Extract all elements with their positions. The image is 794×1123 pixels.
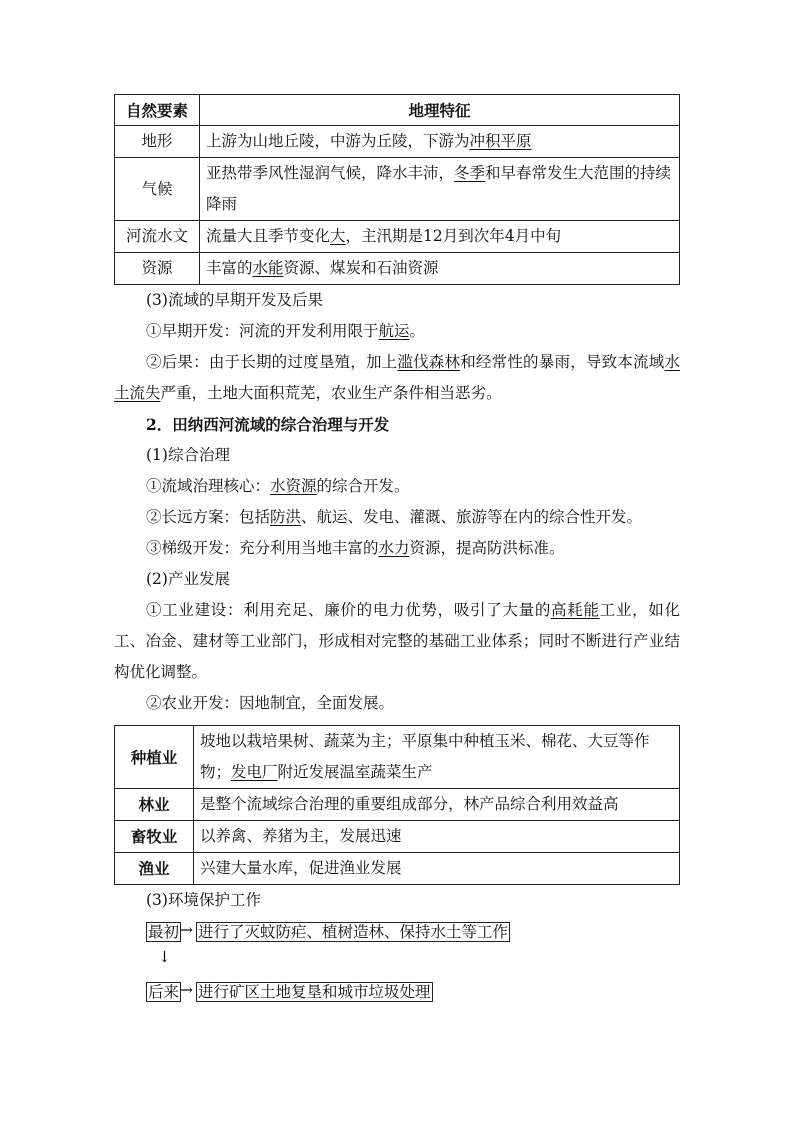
text: ②后果：由于长期的过度垦殖，加上 [146,353,398,371]
paragraph: ②农业开发：因地制宜，全面发展。 [146,694,395,712]
table-row [115,126,680,158]
text: 流量大且季节变化 [206,227,331,245]
table-header-row [115,95,680,126]
row-key: 气候 [115,158,200,221]
text: 附近发展温室蔬菜生产 [277,763,433,781]
section-heading: (3)流域的早期开发及后果 [146,291,323,309]
text: 坡地以栽培果树、蔬菜为主；平原集中种植玉米、棉花、大豆等作物； [200,732,650,781]
table-row [115,821,680,853]
text: 上游为山地丘陵，中游为丘陵，下游为 [206,132,470,150]
text: 工业，如化工、冶金、建材等工业部门，形成相对完整的基础工业体系；同时不断进行产业结构优化调整。 [114,601,680,681]
paragraph [114,347,680,409]
paragraph [114,471,680,502]
section-heading: (3)环境保护工作 [146,891,261,909]
underlined-keyword: 航运 [378,322,410,340]
paragraph [114,502,680,533]
row-value [200,253,680,285]
text: 严重，土地大面积荒芜，农业生产条件相当恶劣。 [160,384,502,402]
agriculture-table [114,725,680,885]
underlined-keyword: 水土流失 [114,353,680,402]
text: ①流域治理核心： [146,477,271,495]
text: 亚热带季风性湿润气候，降水丰沛， [206,164,455,182]
section-heading: (2)产业发展 [146,570,230,588]
arrow-right-icon: → [180,921,193,939]
underlined-keyword: 水力 [378,539,410,557]
row-value [200,126,680,158]
text: ①工业建设：利用充足、廉价的电力优势，吸引了大量的 [146,601,552,619]
environment-flow-diagram [114,918,680,1008]
table-row [115,221,680,253]
text: 、航运、发电、灌溉、旅游等在内的综合性开发。 [301,508,643,526]
underlined-keyword: 冲积平原 [469,132,532,150]
natural-factors-table [114,94,680,285]
text: ③梯级开发：充分利用当地丰富的 [146,539,379,557]
table-row [115,853,680,885]
row-key: 林业 [115,789,194,821]
table-row [115,726,680,789]
underlined-keyword: 滥伐森林 [397,353,461,371]
flow-text-first: 进行了灭蚊防疟、植树造林、保持水土等工作 [198,923,509,941]
paragraph [114,316,680,347]
section-title: 2．田纳西河流域的综合治理与开发 [146,415,390,434]
text: ，主汛期是12月到次年4月中旬 [345,227,562,245]
text: 的综合开发。 [316,477,410,495]
flow-label-later: 后来 [148,983,180,1001]
arrow-right-icon: → [180,981,193,999]
paragraph [114,533,680,564]
underlined-keyword: 水资源 [270,477,317,495]
table-row [115,253,680,285]
row-key: 资源 [115,253,200,285]
flow-label-first: 最初 [148,923,180,941]
row-value [194,726,680,789]
table-header-cell: 地理特征 [200,95,680,126]
table-row [115,158,680,221]
underlined-keyword: 发电厂 [231,763,278,781]
row-value: 以养禽、养猪为主，发展迅速 [194,821,680,853]
paragraph [114,595,680,688]
table-row [115,789,680,821]
row-value [200,221,680,253]
row-key: 畜牧业 [115,821,194,853]
text: 资源、煤炭和石油资源 [283,259,439,277]
text: ①早期开发：河流的开发利用限于 [146,322,379,340]
text: ②长远方案：包括 [146,508,271,526]
flow-text-later: 进行矿区土地复垦和城市垃圾处理 [198,983,431,1001]
underlined-keyword: 冬季 [454,164,486,182]
row-value [200,158,680,221]
arrow-down-icon: ↓ [158,948,171,966]
underlined-keyword: 水能 [252,259,284,277]
row-value: 兴建大量水库，促进渔业发展 [194,853,680,885]
text: 和经常性的暴雨，导致本流域 [460,353,665,371]
text: 。 [409,322,426,340]
table-header-cell: 自然要素 [115,95,200,126]
row-key: 种植业 [115,726,194,789]
document-page [114,94,680,1008]
underlined-keyword: 大 [330,227,346,245]
row-key: 地形 [115,126,200,158]
text: 丰富的 [206,259,253,277]
text: 和早春常发生大范围的持续降雨 [206,164,672,213]
underlined-keyword: 防洪 [270,508,302,526]
row-key: 渔业 [115,853,194,885]
section-heading: (1)综合治理 [146,446,230,464]
row-value: 是整个流域综合治理的重要组成部分，林产品综合利用效益高 [194,789,680,821]
text: 资源，提高防洪标准。 [409,539,565,557]
underlined-keyword: 高耗能 [551,601,600,619]
row-key: 河流水文 [115,221,200,253]
